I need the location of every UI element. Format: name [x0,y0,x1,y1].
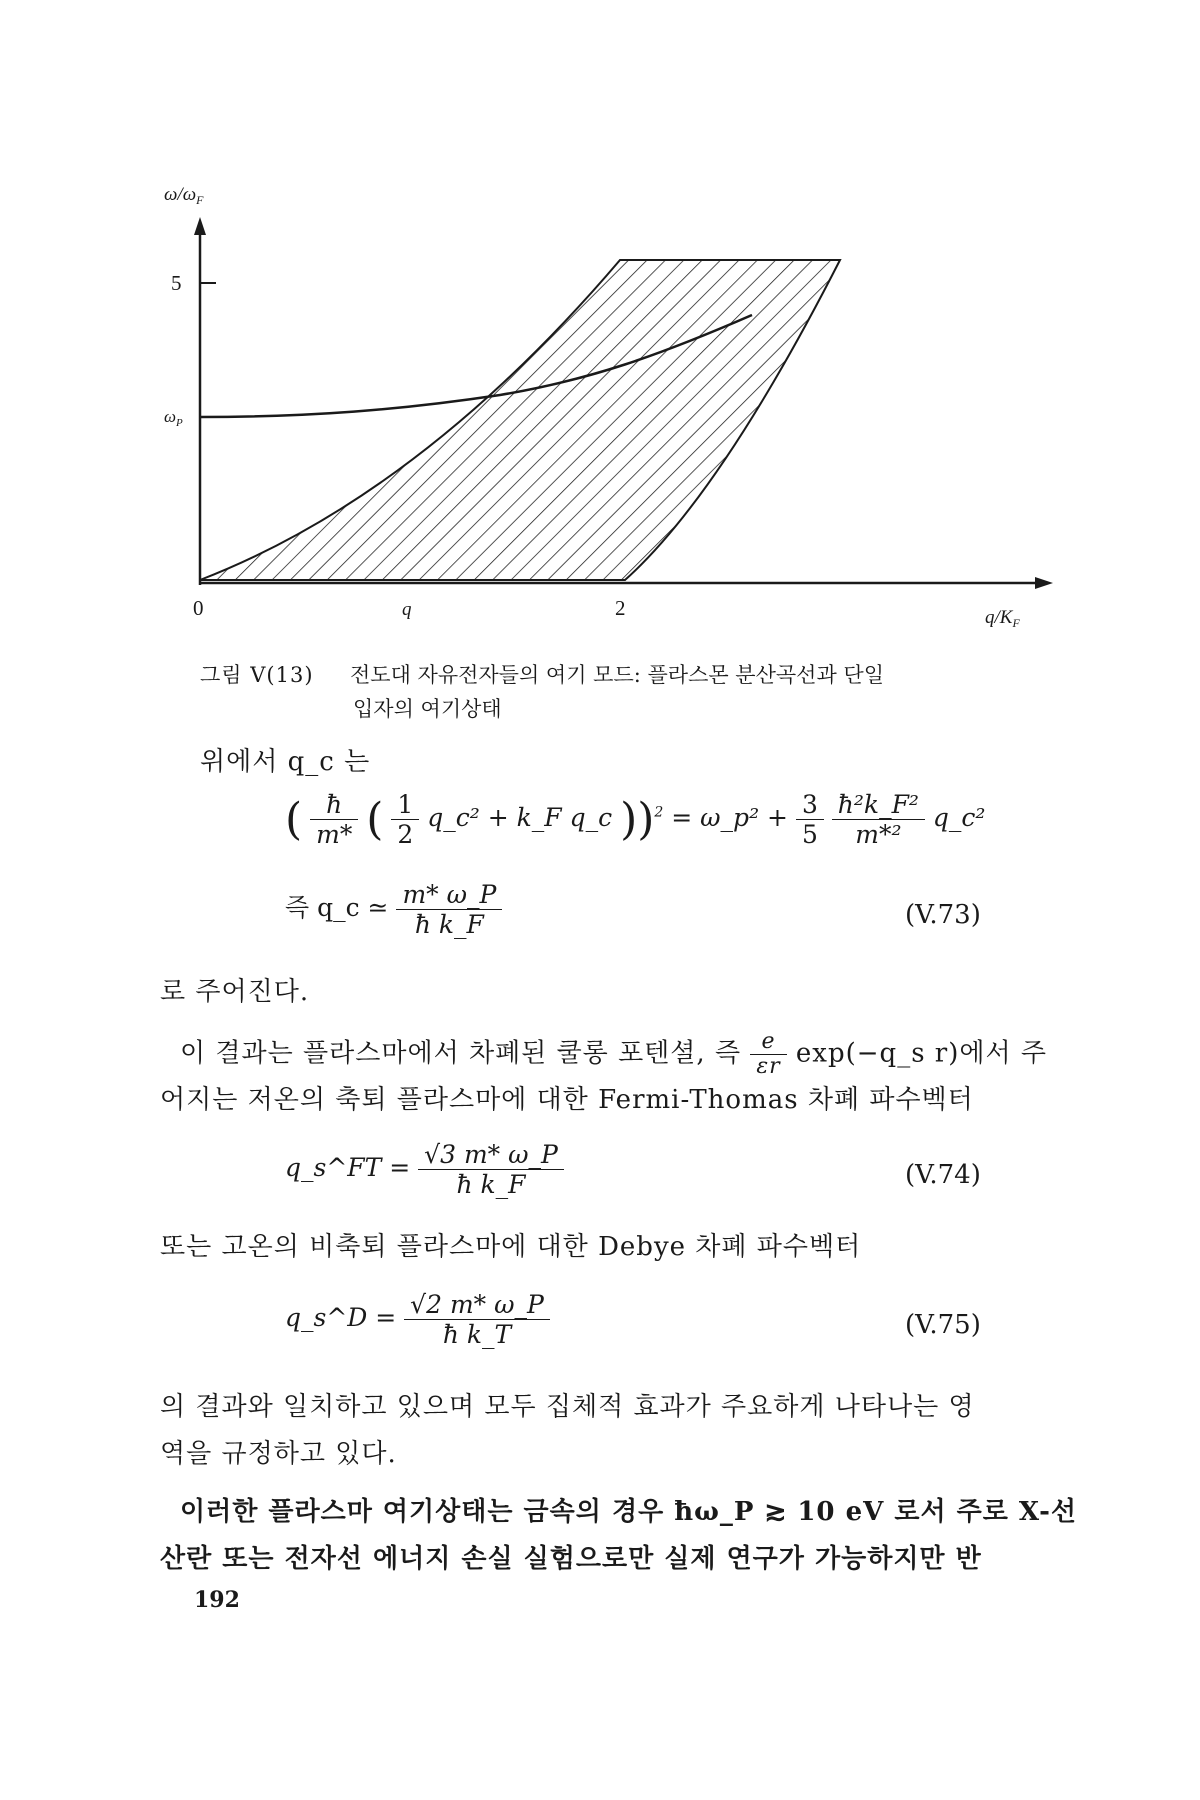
caption-label: 그림 V(13) [200,663,314,687]
eq3-den: ħ k_F [456,1170,526,1199]
eq1-mstar: m* [316,820,353,849]
equation-number-75: (V.75) [905,1310,981,1340]
eq1-hbar: ħ [310,790,358,820]
y-axis-arrow [194,217,206,235]
equation-fermi-thomas [285,1140,564,1199]
eq2-den: ħ k_F [414,910,484,939]
eq1-inner: q_c² + k_F q_c [427,803,613,832]
paragraph-1-line-1 [180,1030,1047,1079]
eq1-frac2-num: ħ²k_F² [832,790,925,820]
y-tick-5-label: 5 [171,271,182,295]
equation-debye [285,1290,550,1349]
p1-frac-den: εr [756,1054,781,1079]
x-axis-arrow [1035,577,1053,589]
paragraph-2: 또는 고온의 비축퇴 플라스마에 대한 Debye 차폐 파수벡터 [160,1232,862,1262]
paragraph-3-line-2: 역을 규정하고 있다. [160,1439,397,1469]
paragraph-4-line-1: 이러한 플라스마 여기상태는 금속의 경우 ħω_P ≳ 10 eV 로서 주로 X-선 [180,1497,1078,1527]
given-line: 로 주어진다. [160,977,310,1007]
figure-caption [200,658,1080,726]
caption-line-1: 전도대 자유전자들의 여기 모드: 플라스몬 분산곡선과 단일 [350,663,884,687]
page-number: 192 [194,1587,240,1613]
x-axis-label: $q/K_F$ [985,607,1020,630]
single-particle-region [200,260,840,580]
p1-text-a: 이 결과는 플라스마에서 차폐된 쿨롱 포텐셜, 즉 [180,1038,742,1069]
eq4-den: ħ k_T [442,1320,512,1349]
eq1-rhs: = ω_p² + [671,803,788,832]
paragraph-1-line-2: 어지는 저온의 축퇴 플라스마에 대한 Fermi-Thomas 차폐 파수벡터 [160,1085,974,1115]
eq1-frac2-den: m*² [855,820,902,849]
eq2-num: m* ω_P [396,880,502,910]
intro-line: 위에서 q_c 는 [200,747,371,777]
eq4-lhs: q_s^D = [285,1303,397,1332]
eq1-35-num: 3 [796,790,824,820]
eq2-prefix: 즉 q_c ≃ [285,893,389,922]
eq3-num: √3 m* ω_P [418,1140,564,1170]
eq3-lhs: q_s^FT = [285,1153,411,1182]
eq1-half-den: 2 [397,820,414,849]
eq1-35-den: 5 [801,820,818,849]
y-tick-omega-p-label: $\omega_P$ [164,407,183,429]
eq1-half-num: 1 [391,790,419,820]
paragraph-3-line-1: 의 결과와 일치하고 있으며 모두 집체적 효과가 주요하게 나타나는 영 [160,1392,975,1422]
eq4-num: √2 m* ω_P [404,1290,550,1320]
y-axis-label: $\omega/\omega_F$ [164,184,204,207]
x-tick-0-label: 0 [193,596,204,620]
equation-number-73: (V.73) [905,900,981,930]
dispersion-figure [160,184,1060,640]
x-tick-q-label: q [402,599,412,620]
eq1-tail: q_c² [932,803,986,832]
p1-text-b: exp(−q_s r)에서 주 [795,1038,1047,1069]
p1-frac-num: e [750,1030,786,1055]
paragraph-4-line-2: 산란 또는 전자선 에너지 손실 실험으로만 실제 연구가 가능하지만 반 [160,1544,982,1574]
equation-qc-approx [285,880,502,939]
x-tick-2-label: 2 [615,596,626,620]
caption-line-2: 입자의 여기상태 [353,697,502,721]
equation-qc-definition: ( $\frac{ħ}{m*}$ ( $\frac{1}{2}$ q_c² + k_F q_c ))$^2$ = ω_p² + $\frac{3}{5}$ $\frac{\text{ħ²k\_F²}}{\text{m*²}}$ q_c² [285,790,986,849]
equation-number-74: (V.74) [905,1160,981,1190]
